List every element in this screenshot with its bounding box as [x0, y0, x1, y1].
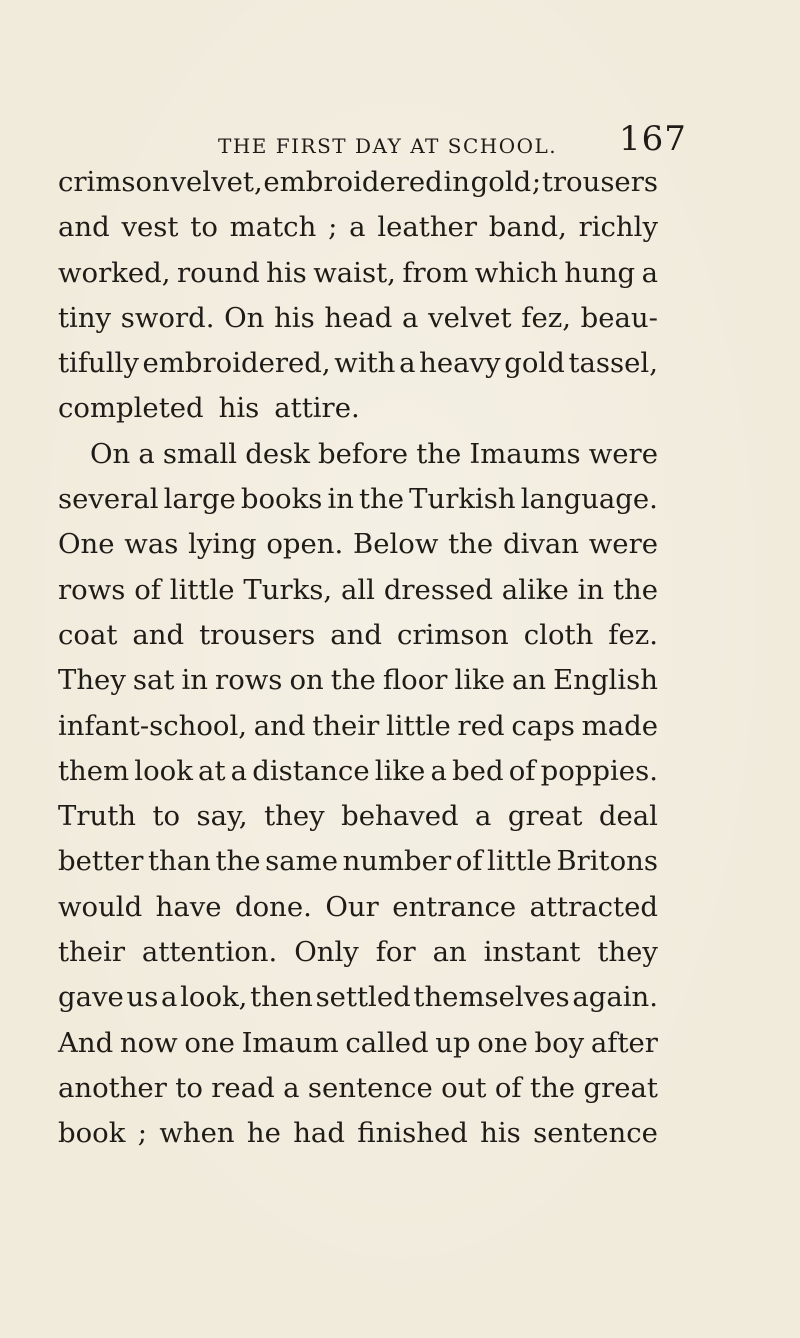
word: like [374, 754, 426, 787]
word: And [58, 1026, 114, 1059]
word: their [58, 936, 125, 969]
word: a [430, 754, 447, 787]
word: his [218, 392, 260, 425]
word: a [138, 437, 155, 470]
word: large [163, 483, 236, 516]
word: say, [196, 800, 248, 833]
text-line [58, 432, 658, 477]
word: he [246, 1117, 281, 1150]
word: the [359, 483, 405, 516]
word: One [58, 528, 115, 561]
text-line [58, 658, 658, 703]
word: a [349, 211, 366, 244]
text-line [58, 930, 658, 975]
word: richly [578, 211, 658, 244]
word: great [507, 800, 583, 833]
word: a [475, 800, 492, 833]
text-line [58, 522, 658, 567]
word: of [494, 1071, 522, 1104]
word: waist, [313, 256, 396, 289]
word: of [508, 754, 536, 787]
word: all [340, 573, 375, 606]
word: little [487, 845, 552, 878]
word: us [126, 981, 159, 1014]
word: English [553, 664, 658, 697]
word: Below [352, 528, 439, 561]
word: red [457, 709, 505, 742]
word: they [597, 936, 658, 969]
word: now [119, 1026, 178, 1059]
word: would [58, 890, 143, 923]
text-line [58, 341, 658, 386]
word: the [612, 573, 658, 606]
word: crimson [396, 618, 509, 651]
word: boy [534, 1026, 585, 1059]
word: distance [252, 754, 370, 787]
word: was [124, 528, 179, 561]
word: They [58, 664, 126, 697]
word: to [175, 1071, 203, 1104]
word: after [590, 1026, 658, 1059]
word: coat [58, 618, 118, 651]
word: Only [294, 936, 359, 969]
word: attention. [141, 936, 278, 969]
word: an [512, 664, 547, 697]
word: alike [501, 573, 569, 606]
text-line [58, 568, 658, 613]
word: embroidered, [142, 347, 331, 380]
word: sat [132, 664, 175, 697]
word: ; [328, 211, 338, 244]
word: Imaum [241, 1026, 339, 1059]
word: the [215, 845, 261, 878]
word: On [224, 301, 265, 334]
text-line [58, 1111, 658, 1156]
word: done. [235, 890, 312, 923]
word: a [641, 256, 658, 289]
word: great [583, 1071, 658, 1104]
word: finished [357, 1117, 468, 1150]
word: number [342, 845, 452, 878]
text-line [58, 839, 658, 884]
word: in [327, 483, 354, 516]
word: in [443, 166, 470, 198]
word: themselves [413, 981, 570, 1014]
word: velvet [428, 301, 512, 334]
text-line [58, 386, 658, 431]
word: little [169, 573, 235, 606]
word: caps [511, 709, 575, 742]
text-line [58, 205, 658, 250]
word: sentence [533, 1117, 658, 1150]
text-line [58, 975, 658, 1020]
word: before [318, 437, 409, 470]
word: and [330, 618, 382, 651]
word: trousers [199, 618, 316, 651]
word: of [455, 845, 483, 878]
word: read [211, 1071, 275, 1104]
word: infant-school, [58, 709, 248, 742]
text-line [58, 885, 658, 930]
word: up [435, 1026, 471, 1059]
word: instant [483, 936, 581, 969]
word: a [399, 347, 416, 380]
word: ; [137, 1117, 147, 1150]
word: crimson [58, 166, 170, 198]
word: better [58, 845, 144, 878]
word: small [162, 437, 238, 470]
word: and [253, 709, 306, 742]
word: like [454, 664, 505, 697]
text-line [58, 1021, 658, 1066]
word: to [152, 800, 181, 833]
word: attracted [529, 890, 658, 923]
word: Imaums [469, 437, 581, 470]
word: Our [325, 890, 379, 923]
word: his [274, 301, 315, 334]
word: attire. [274, 392, 360, 425]
word: bed [452, 754, 504, 787]
body-text [58, 160, 658, 1157]
word: and [132, 618, 185, 651]
word: gold [470, 166, 532, 198]
word: made [581, 709, 658, 742]
word: On [90, 437, 131, 470]
word: which [474, 256, 558, 289]
word: were [588, 528, 658, 561]
word: gold [504, 347, 565, 380]
word: vest [121, 211, 179, 244]
word: beau- [580, 301, 658, 334]
word: several [58, 483, 159, 516]
word: books [240, 483, 323, 516]
word: a [161, 981, 178, 1014]
word: with [334, 347, 396, 380]
word: a [402, 301, 419, 334]
word: round [176, 256, 260, 289]
word: sword. [120, 301, 215, 334]
text-line [58, 477, 658, 522]
word: cloth [523, 618, 594, 651]
word: open. [266, 528, 344, 561]
word: lying [188, 528, 257, 561]
word: one [184, 1026, 235, 1059]
word: tifully [58, 347, 139, 380]
word: Britons [556, 845, 658, 878]
word: called [345, 1026, 429, 1059]
word: at [198, 754, 226, 787]
text-line [58, 1066, 658, 1111]
word: head [324, 301, 393, 334]
word: they [264, 800, 325, 833]
word: band, [488, 211, 567, 244]
word: had [293, 1117, 345, 1150]
word: the [416, 437, 462, 470]
word: an [432, 936, 467, 969]
word: ; [531, 166, 542, 198]
word: tassel, [568, 347, 658, 380]
running-head-title: THE FIRST DAY AT SCHOOL. [218, 134, 558, 158]
word: language. [520, 483, 658, 516]
word: floor [382, 664, 448, 697]
word: same [265, 845, 338, 878]
word: desk [245, 437, 310, 470]
word: dressed [383, 573, 493, 606]
word: embroidered [263, 166, 443, 198]
word: of [134, 573, 161, 606]
word: out [441, 1071, 487, 1104]
word: look [134, 754, 193, 787]
word: sentence [307, 1071, 433, 1104]
word: heavy [419, 347, 501, 380]
word: behaved [341, 800, 459, 833]
word: completed [58, 392, 204, 425]
word: in [181, 664, 209, 697]
word: Truth [58, 800, 136, 833]
word: book [58, 1117, 126, 1150]
word: when [159, 1117, 235, 1150]
word: to [190, 211, 218, 244]
word: fez, [521, 301, 571, 334]
word: deal [598, 800, 658, 833]
word: tiny [58, 301, 112, 334]
page-number: 167 [619, 119, 687, 159]
word: a [283, 1071, 300, 1104]
text-line [58, 296, 658, 341]
word: divan [502, 528, 579, 561]
word: rows [58, 573, 126, 606]
word: his [480, 1117, 521, 1150]
word: for [375, 936, 416, 969]
word: leather [377, 211, 477, 244]
text-line [58, 749, 658, 794]
word: the [448, 528, 494, 561]
word: gave [58, 981, 124, 1014]
word: velvet, [170, 166, 263, 198]
word: hung [564, 256, 636, 289]
word: in [577, 573, 605, 606]
word: one [477, 1026, 528, 1059]
word: his [266, 256, 307, 289]
word: poppies. [540, 754, 658, 787]
word: Turks, [243, 573, 333, 606]
text-line [58, 704, 658, 749]
word: on [289, 664, 324, 697]
text-line [58, 613, 658, 658]
word: the [330, 664, 376, 697]
word: again. [572, 981, 658, 1014]
word: worked, [58, 256, 171, 289]
word: have [155, 890, 222, 923]
word: match [229, 211, 317, 244]
text-line [58, 794, 658, 839]
word: them [58, 754, 130, 787]
word: a [230, 754, 248, 787]
word: rows [215, 664, 283, 697]
word: the [530, 1071, 576, 1104]
word: Turkish [409, 483, 516, 516]
word: their [312, 709, 380, 742]
word: settled [315, 981, 411, 1014]
word: entrance [392, 890, 517, 923]
word: fez. [608, 618, 658, 651]
word: from [402, 256, 469, 289]
word: look, [180, 981, 248, 1014]
text-line [58, 251, 658, 296]
word: another [58, 1071, 167, 1104]
word: and [58, 211, 110, 244]
word: trousers [541, 166, 658, 198]
word: then [250, 981, 313, 1014]
text-line [58, 160, 658, 205]
word: little [386, 709, 451, 742]
word: were [588, 437, 658, 470]
word: than [148, 845, 211, 878]
